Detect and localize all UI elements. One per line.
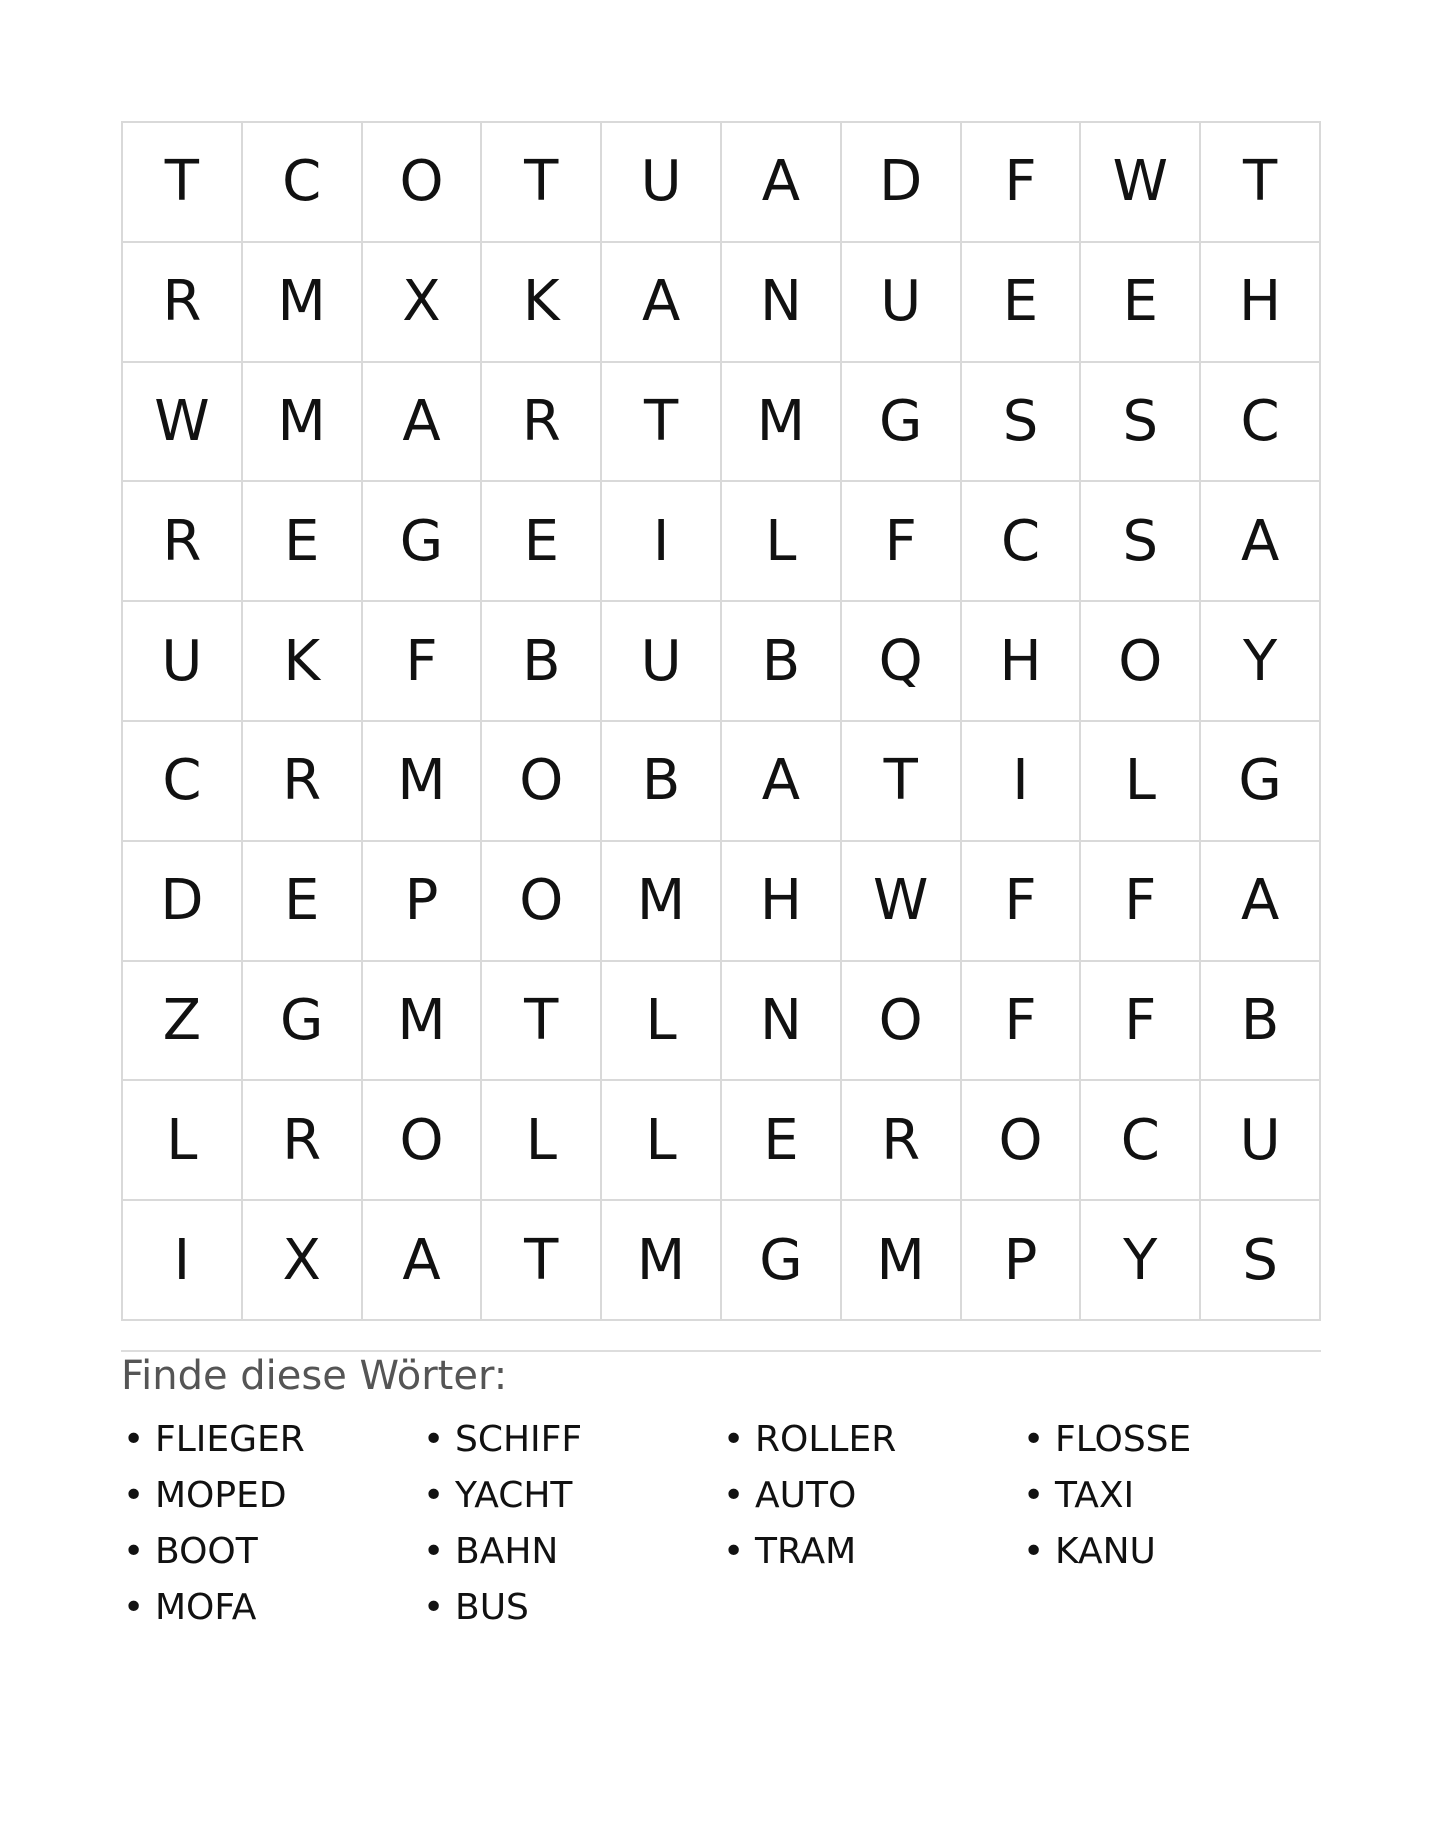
grid-cell[interactable]: O	[842, 962, 962, 1082]
grid-cell[interactable]: W	[842, 842, 962, 962]
word-list-item: • SCHIFF	[421, 1412, 721, 1468]
grid-cell[interactable]: A	[602, 243, 722, 363]
grid-cell[interactable]: H	[1201, 243, 1321, 363]
grid-cell[interactable]: U	[1201, 1081, 1321, 1201]
word-list-item: • MOFA	[121, 1580, 421, 1636]
grid-cell[interactable]: S	[1081, 363, 1201, 483]
grid-cell[interactable]: T	[482, 962, 602, 1082]
word-list-item: • TAXI	[1021, 1468, 1321, 1524]
grid-cell[interactable]: S	[962, 363, 1082, 483]
grid-cell[interactable]: T	[482, 123, 602, 243]
grid-cell[interactable]: C	[1201, 363, 1321, 483]
grid-cell[interactable]: L	[602, 962, 722, 1082]
grid-cell[interactable]: L	[123, 1081, 243, 1201]
grid-cell[interactable]: X	[363, 243, 483, 363]
grid-cell[interactable]: F	[962, 842, 1082, 962]
grid-cell[interactable]: U	[602, 602, 722, 722]
letter-grid[interactable]	[121, 121, 1321, 1321]
word-list-item: • BUS	[421, 1580, 721, 1636]
grid-cell[interactable]: K	[243, 602, 363, 722]
grid-cell[interactable]: G	[722, 1201, 842, 1321]
grid-cell[interactable]: M	[363, 722, 483, 842]
grid-cell[interactable]: A	[363, 363, 483, 483]
grid-cell[interactable]: N	[722, 962, 842, 1082]
grid-cell[interactable]: L	[602, 1081, 722, 1201]
grid-cell[interactable]: T	[842, 722, 962, 842]
grid-cell[interactable]: Z	[123, 962, 243, 1082]
grid-cell[interactable]: D	[842, 123, 962, 243]
grid-cell[interactable]: R	[842, 1081, 962, 1201]
word-list-item: • BOOT	[121, 1524, 421, 1580]
grid-cell[interactable]: F	[962, 962, 1082, 1082]
grid-cell[interactable]: I	[962, 722, 1082, 842]
grid-cell[interactable]: H	[722, 842, 842, 962]
grid-cell[interactable]: R	[123, 243, 243, 363]
grid-cell[interactable]: B	[602, 722, 722, 842]
grid-cell[interactable]: G	[363, 482, 483, 602]
grid-cell[interactable]: E	[722, 1081, 842, 1201]
grid-cell[interactable]: U	[602, 123, 722, 243]
grid-cell[interactable]: M	[363, 962, 483, 1082]
grid-cell[interactable]: P	[962, 1201, 1082, 1321]
grid-cell[interactable]: F	[962, 123, 1082, 243]
grid-cell[interactable]: A	[722, 123, 842, 243]
grid-cell[interactable]: R	[243, 722, 363, 842]
grid-cell[interactable]: F	[363, 602, 483, 722]
word-list-item: • MOPED	[121, 1468, 421, 1524]
grid-cell[interactable]: F	[1081, 962, 1201, 1082]
grid-cell[interactable]: T	[482, 1201, 602, 1321]
grid-cell[interactable]: D	[123, 842, 243, 962]
word-list-item: • KANU	[1021, 1524, 1321, 1580]
grid-cell[interactable]: F	[842, 482, 962, 602]
grid-cell[interactable]: F	[1081, 842, 1201, 962]
grid-cell[interactable]: O	[962, 1081, 1082, 1201]
grid-cell[interactable]: R	[243, 1081, 363, 1201]
grid-cell[interactable]: B	[1201, 962, 1321, 1082]
grid-cell[interactable]: M	[243, 363, 363, 483]
grid-cell[interactable]: B	[722, 602, 842, 722]
grid-cell[interactable]: A	[722, 722, 842, 842]
grid-cell[interactable]: C	[1081, 1081, 1201, 1201]
word-list-item: • ROLLER	[721, 1412, 1021, 1468]
word-list-item: • BAHN	[421, 1524, 721, 1580]
word-list-item: • TRAM	[721, 1524, 1021, 1580]
grid-cell[interactable]: C	[962, 482, 1082, 602]
grid-cell[interactable]: E	[962, 243, 1082, 363]
grid-cell[interactable]: T	[1201, 123, 1321, 243]
grid-cell[interactable]: A	[363, 1201, 483, 1321]
grid-cell[interactable]: A	[1201, 482, 1321, 602]
grid-cell[interactable]: R	[482, 363, 602, 483]
grid-cell[interactable]: C	[123, 722, 243, 842]
grid-cell[interactable]: G	[842, 363, 962, 483]
grid-cell[interactable]: M	[842, 1201, 962, 1321]
grid-cell[interactable]: E	[1081, 243, 1201, 363]
grid-cell[interactable]: A	[1201, 842, 1321, 962]
grid-cell[interactable]: O	[482, 722, 602, 842]
word-list-item: • FLIEGER	[121, 1412, 421, 1468]
grid-cell[interactable]: G	[243, 962, 363, 1082]
grid-cell[interactable]: C	[243, 123, 363, 243]
grid-cell[interactable]: K	[482, 243, 602, 363]
grid-cell[interactable]: E	[243, 842, 363, 962]
grid-cell[interactable]: I	[602, 482, 722, 602]
word-list-item: • AUTO	[721, 1468, 1021, 1524]
grid-cell[interactable]: M	[243, 243, 363, 363]
grid-cell[interactable]: W	[123, 363, 243, 483]
grid-cell[interactable]: M	[722, 363, 842, 483]
grid-cell[interactable]: N	[722, 243, 842, 363]
grid-cell[interactable]: U	[842, 243, 962, 363]
word-list-heading: Finde diese Wörter:	[121, 1353, 508, 1399]
grid-cell[interactable]: L	[1081, 722, 1201, 842]
grid-cell[interactable]: M	[602, 1201, 722, 1321]
grid-cell[interactable]: L	[722, 482, 842, 602]
grid-cell[interactable]: I	[123, 1201, 243, 1321]
grid-cell[interactable]: Q	[842, 602, 962, 722]
grid-cell[interactable]: R	[123, 482, 243, 602]
grid-cell[interactable]: E	[482, 482, 602, 602]
grid-cell[interactable]: T	[602, 363, 722, 483]
grid-cell[interactable]: G	[1201, 722, 1321, 842]
word-list	[121, 1412, 1321, 1636]
grid-cell[interactable]: T	[123, 123, 243, 243]
grid-cell[interactable]: B	[482, 602, 602, 722]
grid-cell[interactable]: L	[482, 1081, 602, 1201]
grid-cell[interactable]: S	[1201, 1201, 1321, 1321]
grid-cell[interactable]: O	[482, 842, 602, 962]
grid-cell[interactable]: S	[1081, 482, 1201, 602]
grid-cell[interactable]: Y	[1201, 602, 1321, 722]
grid-cell[interactable]: H	[962, 602, 1082, 722]
grid-cell[interactable]: X	[243, 1201, 363, 1321]
word-list-item: • FLOSSE	[1021, 1412, 1321, 1468]
grid-cell[interactable]: O	[363, 123, 483, 243]
grid-cell[interactable]: Y	[1081, 1201, 1201, 1321]
grid-cell[interactable]: O	[363, 1081, 483, 1201]
grid-cell[interactable]: W	[1081, 123, 1201, 243]
grid-cell[interactable]: P	[363, 842, 483, 962]
grid-cell[interactable]: E	[243, 482, 363, 602]
word-list-item: • YACHT	[421, 1468, 721, 1524]
grid-cell[interactable]: O	[1081, 602, 1201, 722]
grid-cell[interactable]: U	[123, 602, 243, 722]
grid-cell[interactable]: M	[602, 842, 722, 962]
